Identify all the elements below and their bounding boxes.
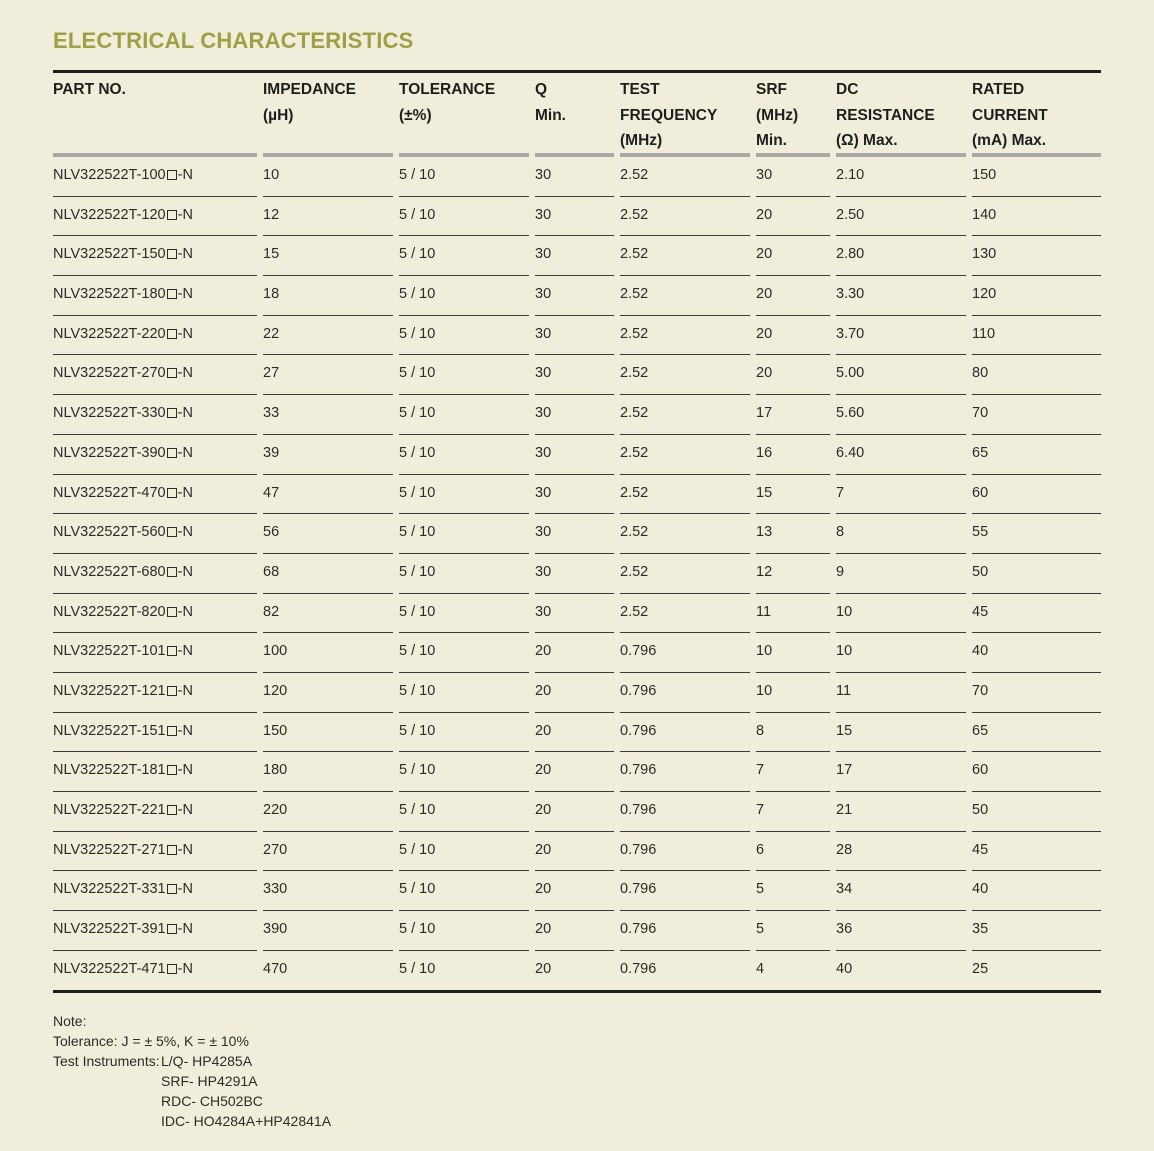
cell-dc-resistance: 34 (836, 871, 972, 911)
cell-tolerance: 5 / 10 (399, 197, 535, 237)
cell-srf: 7 (756, 792, 836, 832)
part-number-suffix: -N (177, 960, 193, 977)
part-number-prefix: NLV322522T-271 (53, 841, 166, 858)
part-number-suffix: -N (177, 921, 193, 938)
cell-dc-resistance: 2.80 (836, 236, 972, 276)
part-number-prefix: NLV322522T-220 (53, 325, 166, 342)
cell-rated-current: 40 (972, 871, 1101, 911)
part-number-prefix: NLV322522T-560 (53, 524, 166, 541)
cell-tolerance: 5 / 10 (399, 554, 535, 594)
cell-q-min: 30 (535, 316, 620, 356)
cell-srf: 11 (756, 594, 836, 634)
cell-impedance: 39 (263, 435, 399, 475)
cell-q-min: 30 (535, 276, 620, 316)
cell-test-frequency: 2.52 (620, 395, 756, 435)
tolerance-code-box-icon (167, 527, 177, 537)
part-number-prefix: NLV322522T-330 (53, 405, 166, 422)
part-number-suffix: -N (177, 365, 193, 382)
tolerance-code-box-icon (167, 249, 177, 259)
tolerance-code-box-icon (167, 448, 177, 458)
cell-test-frequency: 0.796 (620, 960, 657, 977)
cell-part-no (53, 871, 263, 911)
cell-impedance: 390 (263, 911, 399, 951)
part-number-prefix: NLV322522T-101 (53, 643, 166, 660)
cell-tolerance: 5 / 10 (399, 316, 535, 356)
cell-impedance: 68 (263, 554, 399, 594)
cell-srf: 5 (756, 911, 836, 951)
cell-rated-current: 140 (972, 197, 1101, 237)
cell-srf: 16 (756, 435, 836, 475)
part-number-suffix: -N (177, 444, 193, 461)
cell-impedance: 18 (263, 276, 399, 316)
part-number-suffix: -N (177, 167, 193, 183)
cell-part-no (53, 276, 263, 316)
part-number-suffix: -N (177, 405, 193, 422)
cell-tolerance: 5 / 10 (399, 911, 535, 951)
table-row (53, 276, 1101, 316)
cell-test-frequency: 0.796 (620, 752, 756, 792)
cell-part-no (53, 832, 263, 872)
cell-srf: 8 (756, 713, 836, 753)
cell-q-min: 30 (535, 514, 620, 554)
cell-part-no (53, 316, 263, 356)
cell-part-no (53, 157, 263, 197)
table-row (53, 633, 1101, 673)
part-number-prefix: NLV322522T-471 (53, 960, 166, 977)
cell-dc-resistance: 9 (836, 554, 972, 594)
cell-part-no (53, 236, 263, 276)
cell-q-min: 20 (535, 673, 620, 713)
tolerance-code-box-icon (167, 488, 177, 498)
tolerance-code-box-icon (167, 924, 177, 934)
cell-test-frequency: 2.52 (620, 236, 756, 276)
cell-test-frequency: 0.796 (620, 633, 756, 673)
table-row (53, 157, 1101, 197)
cell-tolerance: 5 / 10 (399, 236, 535, 276)
cell-rated-current: 50 (972, 554, 1101, 594)
cell-q-min: 20 (535, 871, 620, 911)
cell-impedance: 10 (263, 157, 399, 197)
cell-part-no (53, 435, 263, 475)
cell-srf: 13 (756, 514, 836, 554)
cell-rated-current: 65 (972, 713, 1101, 753)
cell-tolerance: 5 / 10 (399, 673, 535, 713)
cell-dc-resistance: 10 (836, 633, 972, 673)
cell-tolerance: 5 / 10 (399, 871, 535, 911)
tolerance-code-box-icon (167, 805, 177, 815)
header-rated-current: RATED CURRENT (mA) Max. (972, 73, 1101, 157)
cell-srf: 17 (756, 395, 836, 435)
cell-tolerance: 5 / 10 (399, 157, 535, 197)
cell-part-no (53, 514, 263, 554)
cell-tolerance: 5 / 10 (399, 832, 535, 872)
cell-rated-current: 25 (972, 960, 989, 977)
cell-rated-current: 55 (972, 514, 1101, 554)
part-number-suffix: -N (177, 762, 193, 779)
header-tolerance: TOLERANCE (±%) (399, 73, 535, 157)
cell-dc-resistance: 15 (836, 713, 972, 753)
cell-impedance: 47 (263, 475, 399, 515)
part-number-suffix: -N (177, 643, 193, 660)
tolerance-code-box-icon (167, 726, 177, 736)
cell-q-min: 30 (535, 594, 620, 634)
cell-dc-resistance: 36 (836, 911, 972, 951)
header-dc-resistance: DC RESISTANCE (Ω) Max. (836, 73, 972, 157)
cell-q-min: 20 (535, 960, 552, 977)
cell-q-min: 20 (535, 752, 620, 792)
cell-srf: 4 (756, 960, 765, 977)
cell-rated-current: 35 (972, 911, 1101, 951)
cell-rated-current: 45 (972, 832, 1101, 872)
cell-srf: 12 (756, 554, 836, 594)
cell-test-frequency: 0.796 (620, 792, 756, 832)
cell-impedance: 330 (263, 871, 399, 911)
tolerance-code-box-icon (167, 607, 177, 617)
cell-test-frequency: 2.52 (620, 435, 756, 475)
part-number-prefix: NLV322522T-820 (53, 603, 166, 620)
table-row (53, 475, 1101, 515)
table-row (53, 316, 1101, 356)
cell-test-frequency: 2.52 (620, 475, 756, 515)
cell-q-min: 20 (535, 792, 620, 832)
cell-part-no (53, 713, 263, 753)
part-number-prefix: NLV322522T-470 (53, 484, 166, 501)
cell-dc-resistance: 6.40 (836, 435, 972, 475)
tolerance-code-box-icon (167, 964, 177, 974)
part-number-suffix: -N (177, 484, 193, 501)
cell-dc-resistance: 5.60 (836, 395, 972, 435)
part-number-prefix: NLV322522T-390 (53, 444, 166, 461)
cell-dc-resistance: 17 (836, 752, 972, 792)
cell-q-min: 30 (535, 157, 620, 197)
cell-srf: 10 (756, 633, 836, 673)
cell-part-no (53, 554, 263, 594)
cell-tolerance: 5 / 10 (399, 514, 535, 554)
part-number-prefix: NLV322522T-270 (53, 365, 166, 382)
part-number-prefix: NLV322522T-680 (53, 563, 166, 580)
cell-rated-current: 120 (972, 276, 1101, 316)
cell-q-min: 30 (535, 554, 620, 594)
cell-dc-resistance: 10 (836, 594, 972, 634)
cell-part-no (53, 594, 263, 634)
tolerance-code-box-icon (167, 289, 177, 299)
cell-part-no (53, 911, 263, 951)
cell-impedance: 12 (263, 197, 399, 237)
note-instruments-row (53, 1051, 331, 1071)
cell-rated-current: 40 (972, 633, 1101, 673)
part-number-suffix: -N (177, 246, 193, 263)
cell-tolerance: 5 / 10 (399, 276, 535, 316)
cell-srf: 20 (756, 197, 836, 237)
tolerance-code-box-icon (167, 368, 177, 378)
cell-part-no (53, 633, 263, 673)
part-number-suffix: -N (177, 841, 193, 858)
cell-test-frequency: 0.796 (620, 871, 756, 911)
cell-test-frequency: 0.796 (620, 832, 756, 872)
note-tolerance: Tolerance: J = ± 5%, K = ± 10% (53, 1033, 249, 1049)
table-row (53, 554, 1101, 594)
cell-q-min: 30 (535, 236, 620, 276)
cell-srf: 5 (756, 871, 836, 911)
cell-test-frequency: 2.52 (620, 355, 756, 395)
part-number-suffix: -N (177, 881, 193, 898)
cell-rated-current: 70 (972, 673, 1101, 713)
cell-tolerance: 5 / 10 (399, 633, 535, 673)
part-number-suffix: -N (177, 802, 193, 818)
cell-test-frequency: 2.52 (620, 157, 756, 197)
cell-part-no (53, 475, 263, 515)
cell-rated-current: 50 (972, 792, 1101, 832)
cell-rated-current: 150 (972, 157, 1101, 197)
cell-dc-resistance: 21 (836, 792, 972, 832)
cell-test-frequency: 2.52 (620, 197, 756, 237)
part-number-prefix: NLV322522T-391 (53, 921, 166, 938)
part-number-suffix: -N (177, 722, 193, 739)
table-row (53, 514, 1101, 554)
cell-impedance: 82 (263, 594, 399, 634)
table-row (53, 355, 1101, 395)
header-impedance: IMPEDANCE (µH) (263, 73, 399, 157)
cell-rated-current: 60 (972, 752, 1101, 792)
cell-dc-resistance: 28 (836, 832, 972, 872)
table-row (53, 236, 1101, 276)
cell-tolerance: 5 / 10 (399, 435, 535, 475)
cell-dc-resistance: 2.10 (836, 157, 972, 197)
part-number-suffix: -N (177, 682, 193, 699)
part-number-suffix: -N (177, 286, 193, 303)
tolerance-code-box-icon (167, 765, 177, 775)
cell-tolerance: 5 / 10 (399, 594, 535, 634)
table-bottom-rule (53, 990, 1101, 993)
part-number-prefix: NLV322522T-150 (53, 246, 166, 263)
part-number-suffix: -N (177, 325, 193, 342)
cell-rated-current: 110 (972, 316, 1101, 356)
cell-part-no (53, 673, 263, 713)
cell-impedance: 15 (263, 236, 399, 276)
part-number-prefix: NLV322522T-100 (53, 167, 166, 183)
table-row (53, 594, 1101, 634)
tolerance-code-box-icon (167, 567, 177, 577)
table-row (53, 911, 1101, 951)
note-instruments-label: Test Instruments: (53, 1053, 160, 1069)
header-test-frequency: TEST FREQUENCY (MHz) (620, 73, 756, 157)
cell-srf: 7 (756, 752, 836, 792)
cell-q-min: 30 (535, 197, 620, 237)
cell-rated-current: 130 (972, 236, 1101, 276)
cell-q-min: 20 (535, 713, 620, 753)
cell-test-frequency: 2.52 (620, 276, 756, 316)
cell-impedance: 470 (263, 960, 288, 977)
header-srf: SRF (MHz) Min. (756, 73, 836, 157)
part-number-suffix: -N (177, 563, 193, 580)
table-row (53, 792, 1101, 832)
cell-srf: 10 (756, 673, 836, 713)
note-instrument: RDC- CH502BC (161, 1093, 263, 1109)
tolerance-code-box-icon (167, 408, 177, 418)
part-number-prefix: NLV322522T-151 (53, 722, 166, 739)
cell-srf: 6 (756, 832, 836, 872)
table-row (53, 197, 1101, 237)
part-number-prefix: NLV322522T-181 (53, 762, 166, 779)
cell-q-min: 30 (535, 395, 620, 435)
cell-srf: 20 (756, 355, 836, 395)
cell-part-no (53, 197, 263, 237)
cell-srf: 15 (756, 475, 836, 515)
note-heading: Note: (53, 1013, 87, 1029)
cell-part-no (53, 752, 263, 792)
cell-part-no (53, 355, 263, 395)
tolerance-code-box-icon (167, 329, 177, 339)
part-number-prefix: NLV322522T-180 (53, 286, 166, 303)
cell-dc-resistance: 3.70 (836, 316, 972, 356)
cell-test-frequency: 0.796 (620, 713, 756, 753)
section-title: ELECTRICAL CHARACTERISTICS (53, 28, 414, 53)
cell-q-min: 30 (535, 435, 620, 475)
cell-part-no (53, 395, 263, 435)
table-row (53, 435, 1101, 475)
cell-test-frequency: 2.52 (620, 554, 756, 594)
cell-test-frequency: 2.52 (620, 514, 756, 554)
cell-impedance: 56 (263, 514, 399, 554)
part-number-prefix: NLV322522T-331 (53, 881, 166, 898)
cell-dc-resistance: 2.50 (836, 197, 972, 237)
cell-q-min: 20 (535, 832, 620, 872)
cell-tolerance: 5 / 10 (399, 792, 535, 832)
cell-tolerance: 5 / 10 (399, 475, 535, 515)
cell-dc-resistance: 3.30 (836, 276, 972, 316)
cell-impedance: 100 (263, 633, 399, 673)
tolerance-code-box-icon (167, 884, 177, 894)
cell-dc-resistance: 40 (836, 960, 853, 977)
cell-impedance: 220 (263, 792, 399, 832)
cell-dc-resistance: 5.00 (836, 355, 972, 395)
cell-rated-current: 45 (972, 594, 1101, 634)
cell-impedance: 27 (263, 355, 399, 395)
cell-impedance: 22 (263, 316, 399, 356)
part-number-prefix: NLV322522T-121 (53, 682, 166, 699)
cell-srf: 20 (756, 236, 836, 276)
notes (53, 1011, 331, 1131)
cell-srf: 20 (756, 316, 836, 356)
cell-q-min: 20 (535, 633, 620, 673)
cell-dc-resistance: 7 (836, 475, 972, 515)
table-body (53, 157, 1101, 990)
part-number-suffix: -N (177, 524, 193, 541)
header-part-no: PART NO. (53, 73, 263, 157)
part-number-prefix: NLV322522T-120 (53, 206, 166, 223)
cell-rated-current: 60 (972, 475, 1101, 515)
cell-tolerance: 5 / 10 (399, 395, 535, 435)
cell-rated-current: 80 (972, 355, 1101, 395)
table-row (53, 673, 1101, 713)
note-instrument: SRF- HP4291A (161, 1073, 258, 1089)
table-row (53, 752, 1101, 792)
tolerance-code-box-icon (167, 210, 177, 220)
cell-tolerance: 5 / 10 (399, 713, 535, 753)
cell-part-no (53, 792, 263, 832)
table-header-row (53, 73, 1101, 157)
table-row (53, 395, 1101, 435)
tolerance-code-box-icon (167, 646, 177, 656)
cell-dc-resistance: 11 (836, 673, 972, 713)
cell-impedance: 120 (263, 673, 399, 713)
table-row (53, 871, 1101, 911)
table-row (53, 713, 1101, 753)
characteristics-table (53, 70, 1101, 993)
cell-rated-current: 70 (972, 395, 1101, 435)
cell-tolerance: 5 / 10 (399, 752, 535, 792)
part-number-suffix: -N (177, 603, 193, 620)
tolerance-code-box-icon (167, 170, 177, 180)
cell-q-min: 30 (535, 355, 620, 395)
header-q-min: Q Min. (535, 73, 620, 157)
table-row (53, 951, 1101, 991)
cell-rated-current: 65 (972, 435, 1101, 475)
cell-dc-resistance: 8 (836, 514, 972, 554)
part-number-prefix: NLV322522T-221 (53, 802, 166, 818)
note-instrument: IDC- HO4284A+HP42841A (161, 1113, 332, 1129)
cell-srf: 20 (756, 276, 836, 316)
cell-test-frequency: 2.52 (620, 594, 756, 634)
cell-q-min: 30 (535, 475, 620, 515)
cell-tolerance: 5 / 10 (399, 355, 535, 395)
cell-test-frequency: 0.796 (620, 673, 756, 713)
tolerance-code-box-icon (167, 845, 177, 855)
tolerance-code-box-icon (167, 686, 177, 696)
cell-srf: 30 (756, 157, 836, 197)
cell-test-frequency: 0.796 (620, 911, 756, 951)
cell-q-min: 20 (535, 911, 620, 951)
cell-impedance: 270 (263, 832, 399, 872)
cell-tolerance: 5 / 10 (399, 960, 436, 977)
part-number-suffix: -N (177, 206, 193, 223)
cell-impedance: 180 (263, 752, 399, 792)
cell-test-frequency: 2.52 (620, 316, 756, 356)
table-row (53, 832, 1101, 872)
cell-impedance: 33 (263, 395, 399, 435)
cell-impedance: 150 (263, 713, 399, 753)
note-instrument: L/Q- HP4285A (161, 1053, 253, 1069)
cell-part-no (53, 951, 263, 991)
